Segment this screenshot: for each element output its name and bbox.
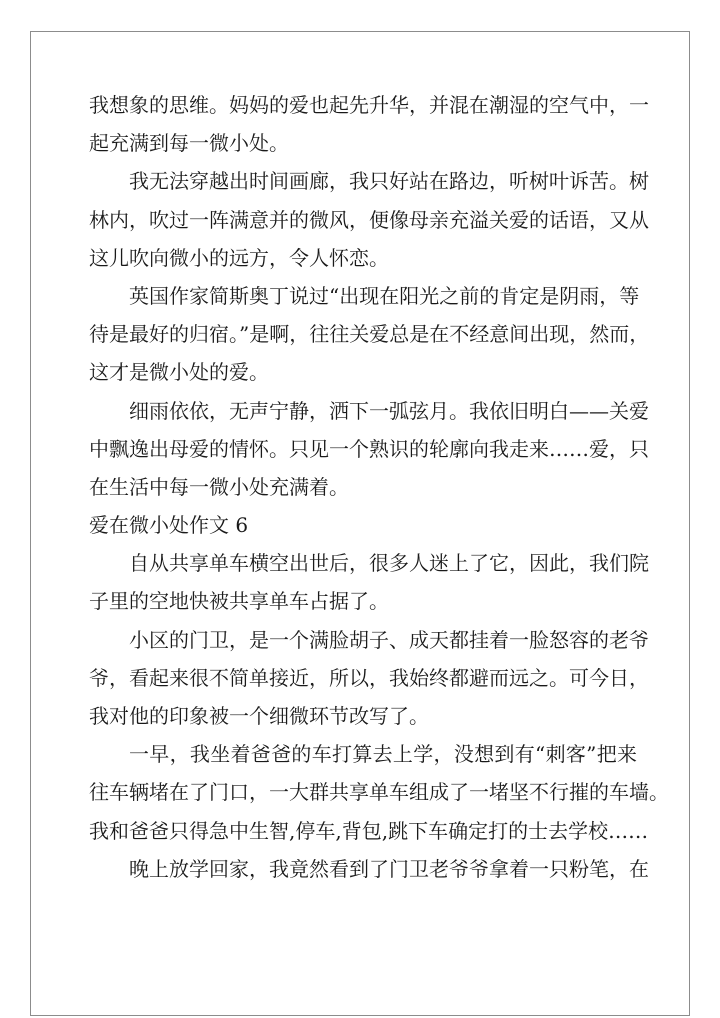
- text-line: 晚上放学回家，我竟然看到了门卫老爷爷拿着一只粉笔，在: [129, 856, 649, 881]
- text-line: 林内，吹过一阵满意并的微风，便像母亲充溢关爱的话语，又从: [89, 207, 649, 232]
- paragraph: [89, 86, 649, 162]
- paragraph: [89, 544, 649, 620]
- paragraph: [89, 621, 649, 736]
- text-line: 这才是微小处的爱。: [89, 360, 269, 385]
- text-line: 中飘逸出母爱的情怀。只见一个熟识的轮廓向我走来……爱，只: [89, 436, 649, 461]
- text-line: 一早，我坐着爸爸的车打算去上学，没想到有“刺客”把来: [129, 742, 637, 767]
- text-line: 英国作家简斯奥丁说过“出现在阳光之前的肯定是阴雨，等: [129, 283, 640, 308]
- paragraph: [89, 162, 649, 277]
- document-body: [89, 86, 669, 888]
- text-line: 待是最好的归宿。”是啊，往往关爱总是在不经意间出现，然而，: [89, 322, 650, 347]
- text-line: 我对他的印象被一个细微环节改写了。: [89, 704, 429, 728]
- text-line: 我想象的思维。妈妈的爱也起先升华，并混在潮湿的空气中，一: [89, 93, 649, 117]
- text-line: 小区的门卫，是一个满脸胡子、成天都挂着一脸怒容的老爷: [129, 627, 649, 652]
- text-line: 起充满到每一微小处。: [89, 131, 289, 156]
- text-line: 我和爸爸只得急中生智,停车,背包,跳下车确定打的士去学校……: [89, 818, 649, 843]
- paragraph: [89, 735, 669, 850]
- paragraph: [89, 277, 650, 392]
- text-line: 往车辆堵在了门口，一大群共享单车组成了一堵坚不行摧的车墙。: [89, 780, 669, 805]
- paragraph: [89, 850, 649, 888]
- section-title: 爱在微小处作文 6: [89, 513, 249, 538]
- text-line: 这儿吹向微小的远方，令人怀恋。: [89, 245, 389, 270]
- text-line: 自从共享单车横空出世后，很多人迷上了它，因此，我们院: [129, 551, 649, 576]
- text-line: 子里的空地快被共享单车占据了。: [89, 589, 389, 614]
- text-line: 我无法穿越出时间画廊，我只好站在路边，听树叶诉苦。树: [129, 169, 649, 194]
- text-line: 细雨依依，无声宁静，洒下一弧弦月。我依旧明白——关爱: [129, 398, 649, 423]
- text-line: 在生活中每一微小处充满着。: [89, 474, 349, 499]
- text-line: 爷，看起来很不简单接近，所以，我始终都避而远之。可今日，: [89, 665, 649, 690]
- paragraph: [89, 392, 649, 507]
